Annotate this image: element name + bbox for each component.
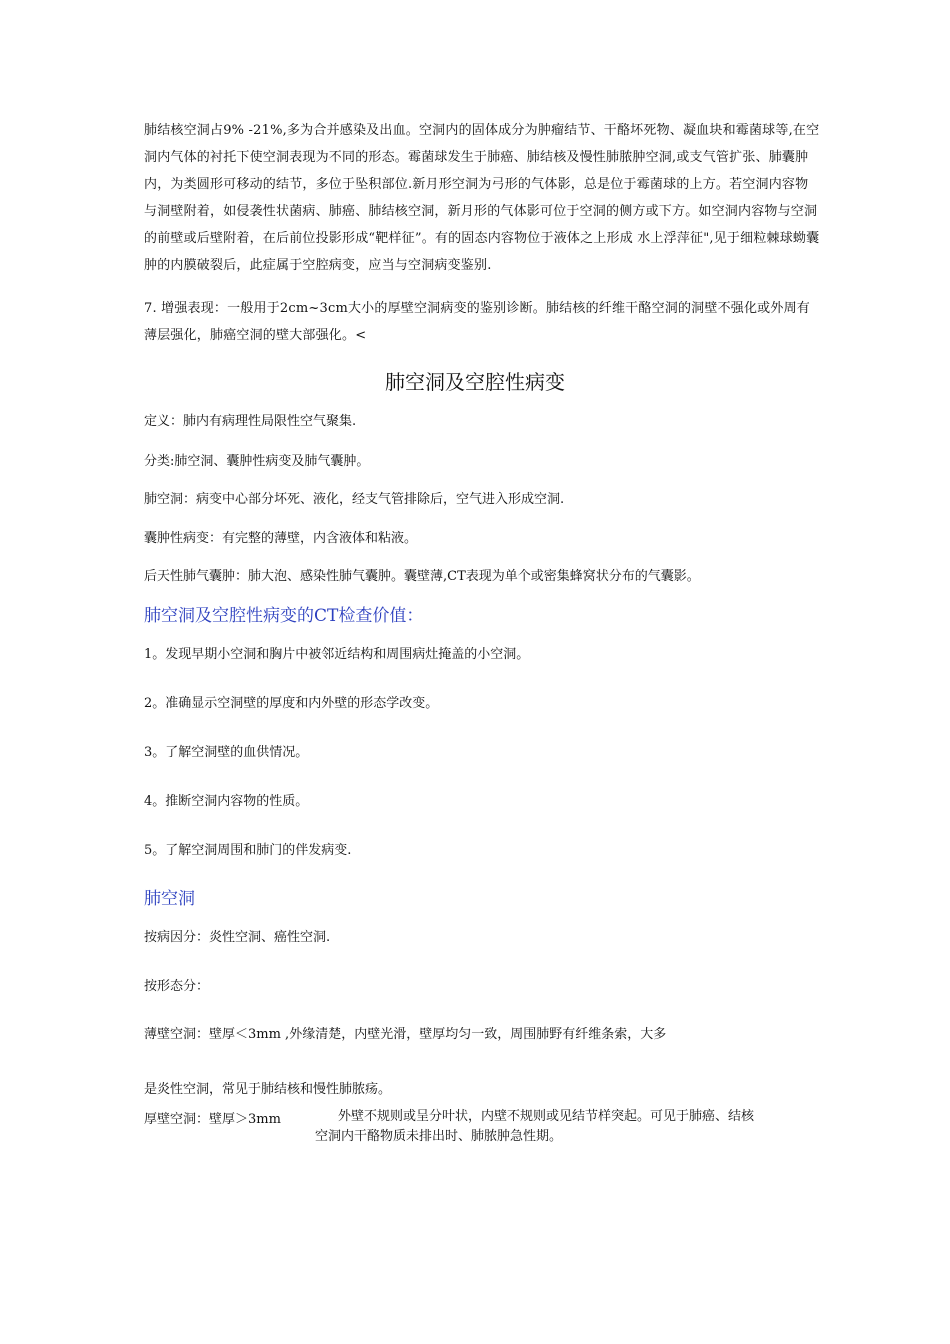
thick-wall-label: 厚壁空洞：壁厚＞3mm <box>144 1112 281 1127</box>
thin-wall-line-1: 薄壁空洞：壁厚＜3mm ,外缘清楚，内壁光滑，壁厚均匀一致，周围肺野有纤维条索，大多 <box>144 1027 667 1042</box>
definition-text: 定义：肺内有病理性局限性空气聚集. <box>144 414 357 429</box>
ct-item-2: 2。准确显示空洞壁的厚度和内外壁的形态学改变。 <box>144 696 439 711</box>
cavity-heading: 肺空洞 <box>144 889 195 909</box>
thick-wall-description-1: 外壁不规则或呈分叶状，内壁不规则或见结节样突起。可见于肺癌、结核 <box>338 1109 755 1124</box>
classification-text: 分类:肺空洞、囊肿性病变及肺气囊肿。 <box>144 454 370 469</box>
cavity-definition: 肺空洞：病变中心部分坏死、液化，经支气管排除后，空气进入形成空洞. <box>144 492 565 507</box>
ct-item-4: 4。推断空洞内容物的性质。 <box>144 794 309 809</box>
thick-wall-description-2: 空洞内干酪物质未排出时、肺脓肿急性期。 <box>315 1129 563 1144</box>
item-7-enhancement: 7. 增强表现：一般用于2cm~3cm大小的厚壁空洞病变的鉴别诊断。肺结核的纤维干酪空洞的洞壁不强化或外周有薄层强化，肺癌空洞的壁大部强化。< <box>144 301 810 343</box>
pneumatocele-definition: 后天性肺气囊肿：肺大泡、感染性肺气囊肿。囊壁薄,CT表现为单个或密集蜂窝状分布的气囊影。 <box>144 569 700 584</box>
cyst-definition: 囊肿性病变：有完整的薄壁，内含液体和粘液。 <box>144 531 418 546</box>
main-title: 肺空洞及空腔性病变 <box>385 370 565 394</box>
ct-item-5: 5。了解空洞周围和肺门的伴发病变. <box>144 843 352 858</box>
thin-wall-line-2: 是炎性空洞，常见于肺结核和慢性肺脓疡。 <box>144 1082 392 1097</box>
ct-value-heading: 肺空洞及空腔性病变的CT检查价值： <box>144 606 424 626</box>
intro-paragraph: 肺结核空洞占9% -21%,多为合并感染及出血。空洞内的固体成分为肿瘤结节、干酪坏死物、凝血块和霉菌球等,在空洞内气体的衬托下使空洞表现为不同的形态。霉菌球发生于肺癌、肺结核及慢性肺脓肿空洞,或支气管扩张、肺囊肿内，为类圆形可移动的结节，多位于坠积部位.新月形空洞为弓形的气体影，总是位于霉菌球的上方。若空洞内容物与洞壁附着，如侵袭性状菌病、肺癌、肺结核空洞，新月形的气体影可位于空洞的侧方或下方。如空洞内容物与空洞的前壁或后壁附着，在后前位投影形成“靶样征”。有的固态内容物位于液体之上形成 水上浮萍征",见于细粒棘球蚴囊肿的内膜破裂后，此症属于空腔病变，应当与空洞病变鉴别. <box>144 123 820 273</box>
by-shape-text: 按形态分： <box>144 979 210 994</box>
ct-item-3: 3。了解空洞壁的血供情况。 <box>144 745 309 760</box>
ct-item-1: 1。发现早期小空洞和胸片中被邻近结构和周围病灶掩盖的小空洞。 <box>144 647 530 662</box>
by-cause-text: 按病因分：炎性空洞、癌性空洞. <box>144 930 331 945</box>
